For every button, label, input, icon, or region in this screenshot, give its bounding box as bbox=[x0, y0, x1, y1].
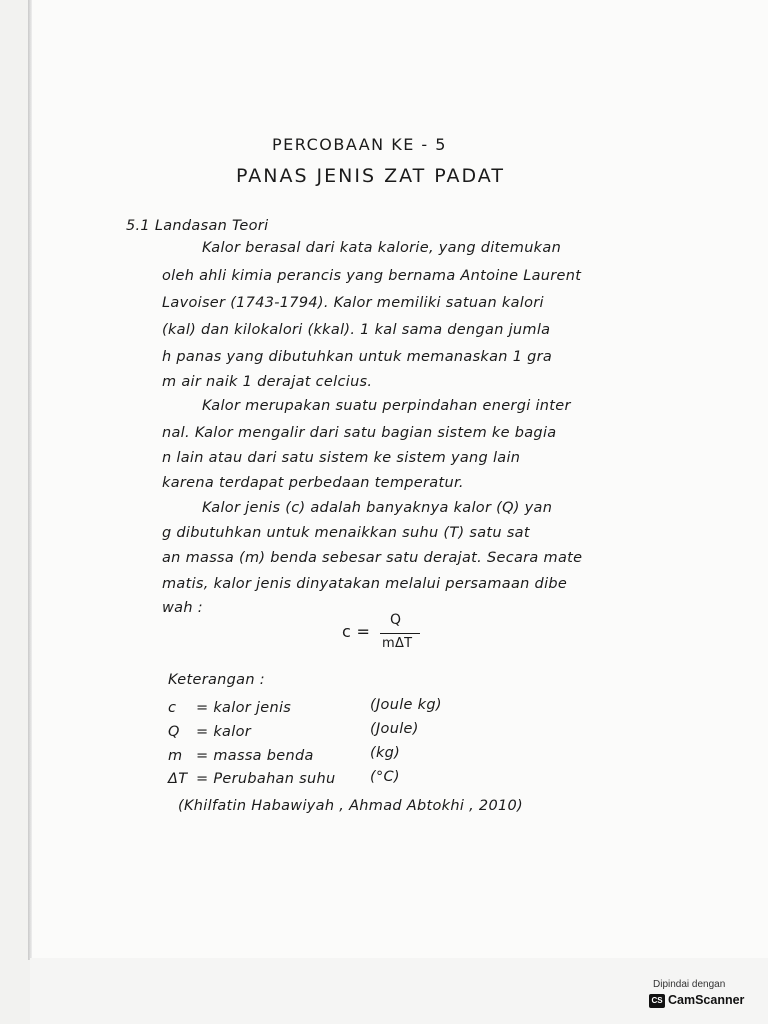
paragraph-line: m air naik 1 derajat celcius. bbox=[162, 374, 373, 390]
legend-unit: (°C) bbox=[370, 769, 400, 785]
paragraph-line: oleh ahli kimia perancis yang bernama Antoine Laurent bbox=[162, 268, 582, 284]
page-edge bbox=[28, 0, 32, 960]
citation: (Khilfatin Habawiyah , Ahmad Abtokhi , 2010) bbox=[178, 798, 523, 814]
formula-lhs: c = bbox=[342, 622, 371, 641]
legend-unit: (Joule) bbox=[370, 721, 419, 737]
legend-unit: (kg) bbox=[370, 745, 401, 761]
paragraph-line: n lain atau dari satu sistem ke sistem yang lain bbox=[162, 450, 521, 466]
legend-unit: (Joule kg) bbox=[370, 697, 442, 713]
paragraph-line: karena terdapat perbedaan temperatur. bbox=[162, 475, 464, 491]
watermark-caption: Dipindai dengan bbox=[653, 979, 726, 990]
legend-symbol: c bbox=[168, 700, 177, 716]
legend-desc: = massa benda bbox=[196, 748, 314, 764]
camscanner-watermark bbox=[643, 976, 755, 1014]
paragraph-line: Kalor merupakan suatu perpindahan energi inter bbox=[202, 398, 571, 414]
legend-symbol: Q bbox=[168, 724, 180, 740]
fraction-bar bbox=[380, 633, 420, 634]
experiment-number: PERCOBAAN KE - 5 bbox=[272, 135, 447, 154]
paragraph-line: matis, kalor jenis dinyatakan melalui persamaan dibe bbox=[162, 576, 568, 592]
watermark-brand: CamScanner bbox=[668, 993, 745, 1007]
formula-denominator: mΔT bbox=[382, 636, 413, 651]
legend-symbol: ΔT bbox=[168, 771, 188, 787]
paragraph-line: Lavoiser (1743-1794). Kalor memiliki satuan kalori bbox=[162, 295, 544, 311]
paragraph-line: an massa (m) benda sebesar satu derajat. Secara mate bbox=[162, 550, 583, 566]
camscanner-logo-icon: CS bbox=[649, 994, 665, 1008]
legend-symbol: m bbox=[168, 748, 183, 764]
legend-desc: = Perubahan suhu bbox=[196, 771, 336, 787]
legend-desc: = kalor jenis bbox=[196, 700, 292, 716]
paragraph-line: Kalor berasal dari kata kalorie, yang ditemukan bbox=[202, 240, 562, 256]
paragraph-line: g dibutuhkan untuk menaikkan suhu (T) satu sat bbox=[162, 525, 530, 541]
experiment-title: PANAS JENIS ZAT PADAT bbox=[236, 165, 505, 187]
legend-title: Keterangan : bbox=[168, 672, 265, 688]
specific-heat-formula bbox=[342, 612, 432, 652]
paragraph-line: wah : bbox=[162, 600, 203, 616]
legend-desc: = kalor bbox=[196, 724, 252, 740]
paragraph-line: nal. Kalor mengalir dari satu bagian sistem ke bagia bbox=[162, 425, 557, 441]
paragraph-line: Kalor jenis (c) adalah banyaknya kalor (Q) yan bbox=[202, 500, 553, 516]
paragraph-line: h panas yang dibutuhkan untuk memanaskan 1 gra bbox=[162, 349, 553, 365]
section-title: 5.1 Landasan Teori bbox=[126, 218, 269, 234]
formula-numerator: Q bbox=[390, 612, 402, 628]
paragraph-line: (kal) dan kilokalori (kkal). 1 kal sama dengan jumla bbox=[162, 322, 551, 338]
